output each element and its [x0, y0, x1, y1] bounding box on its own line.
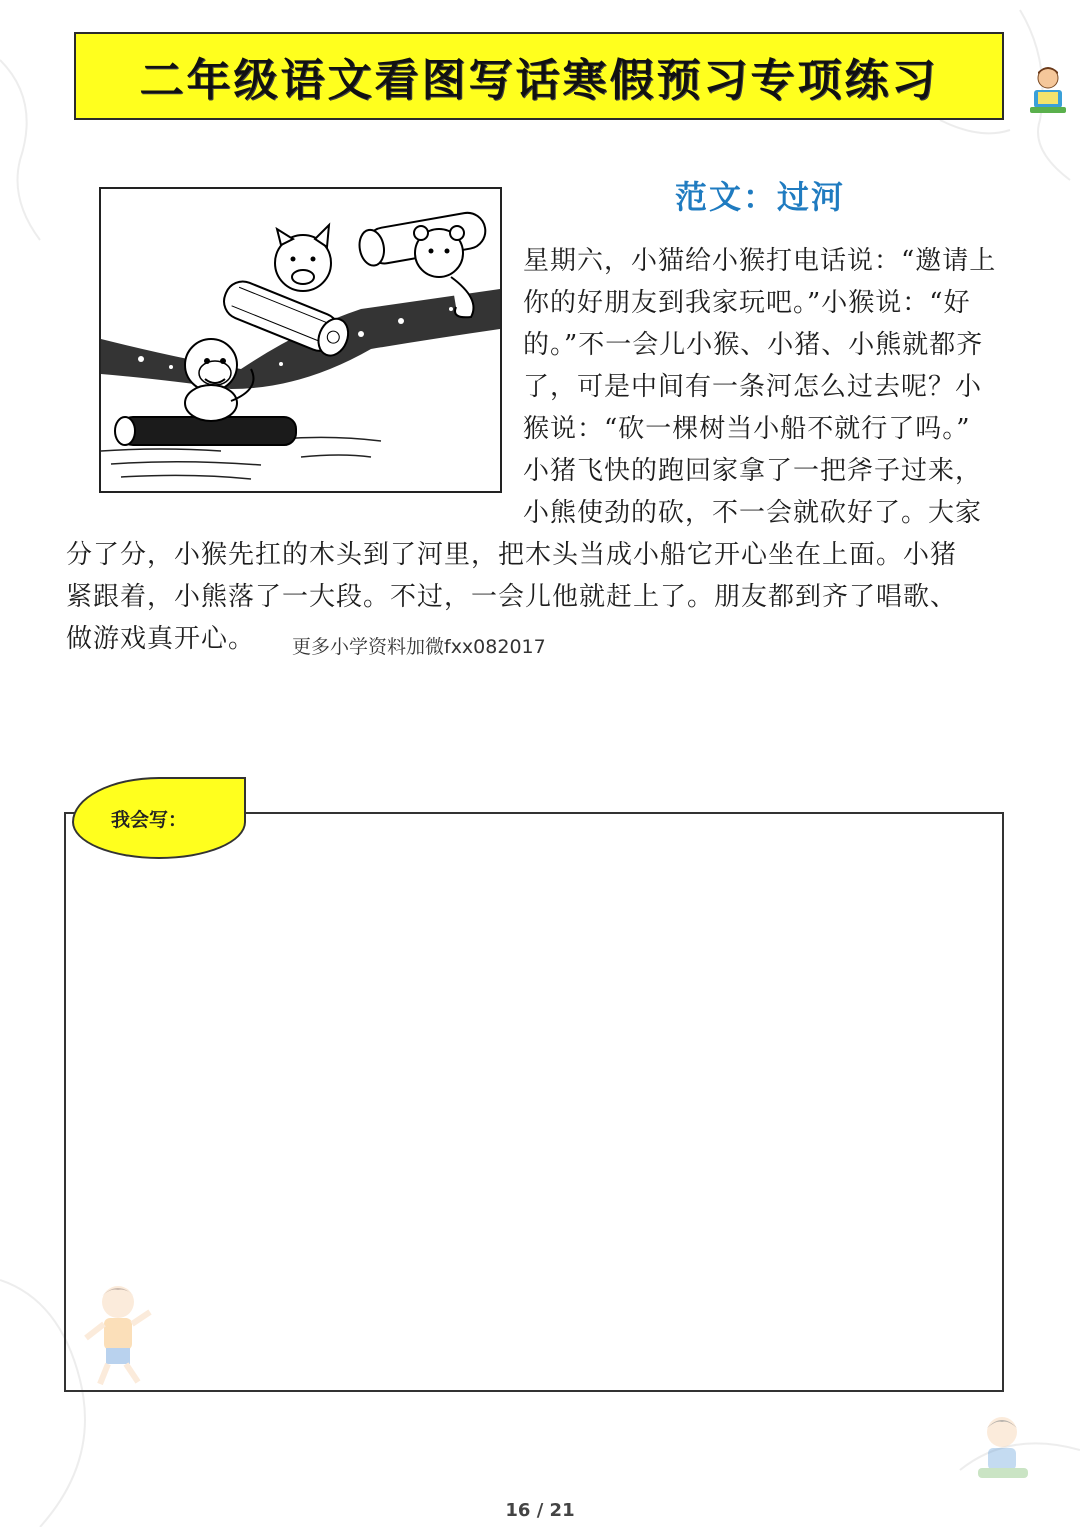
- watermark-text: 更多小学资料加微fxx082017: [292, 636, 546, 658]
- running-child-icon: [78, 1278, 158, 1388]
- illustration: [99, 187, 502, 493]
- title-banner: [74, 32, 1004, 120]
- essay-line-9: 紧跟着，小熊落了一大段。不过，一会儿他就赶上了。朋友都到齐了唱歌、: [66, 582, 958, 612]
- river-crossing-illustration: [101, 189, 500, 491]
- page-title: 二年级语文看图写话寒假预习专项练习: [139, 55, 939, 106]
- essay-line-10: 做游戏真开心。: [66, 624, 256, 654]
- sample-essay-heading: 范文：过河: [674, 178, 845, 216]
- sitting-child-icon: [968, 1412, 1038, 1482]
- writing-label: 我会写：: [110, 808, 187, 831]
- writing-area[interactable]: [64, 812, 1004, 1392]
- essay-line-3: 的。”不一会儿小猴、小猪、小熊就都齐: [523, 330, 984, 360]
- writing-label-tab: [72, 777, 246, 859]
- essay-line-7: 小熊使劲的砍，不一会就砍好了。大家: [523, 498, 983, 528]
- essay-line-1: 星期六，小猫给小猴打电话说：“邀请上: [523, 246, 997, 276]
- reading-child-icon: [1026, 64, 1070, 114]
- essay-line-4: 了，可是中间有一条河怎么过去呢？小: [523, 372, 983, 402]
- essay-line-5: 猴说：“砍一棵树当小船不就行了吗。”: [523, 414, 971, 444]
- essay-line-8: 分了分，小猴先扛的木头到了河里，把木头当成小船它开心坐在上面。小猪: [66, 540, 958, 570]
- essay-line-6: 小猪飞快的跑回家拿了一把斧子过来，: [523, 456, 983, 486]
- page-number: 16 / 21: [505, 1500, 575, 1521]
- essay-line-2: 你的好朋友到我家玩吧。”小猴说：“好: [523, 288, 971, 318]
